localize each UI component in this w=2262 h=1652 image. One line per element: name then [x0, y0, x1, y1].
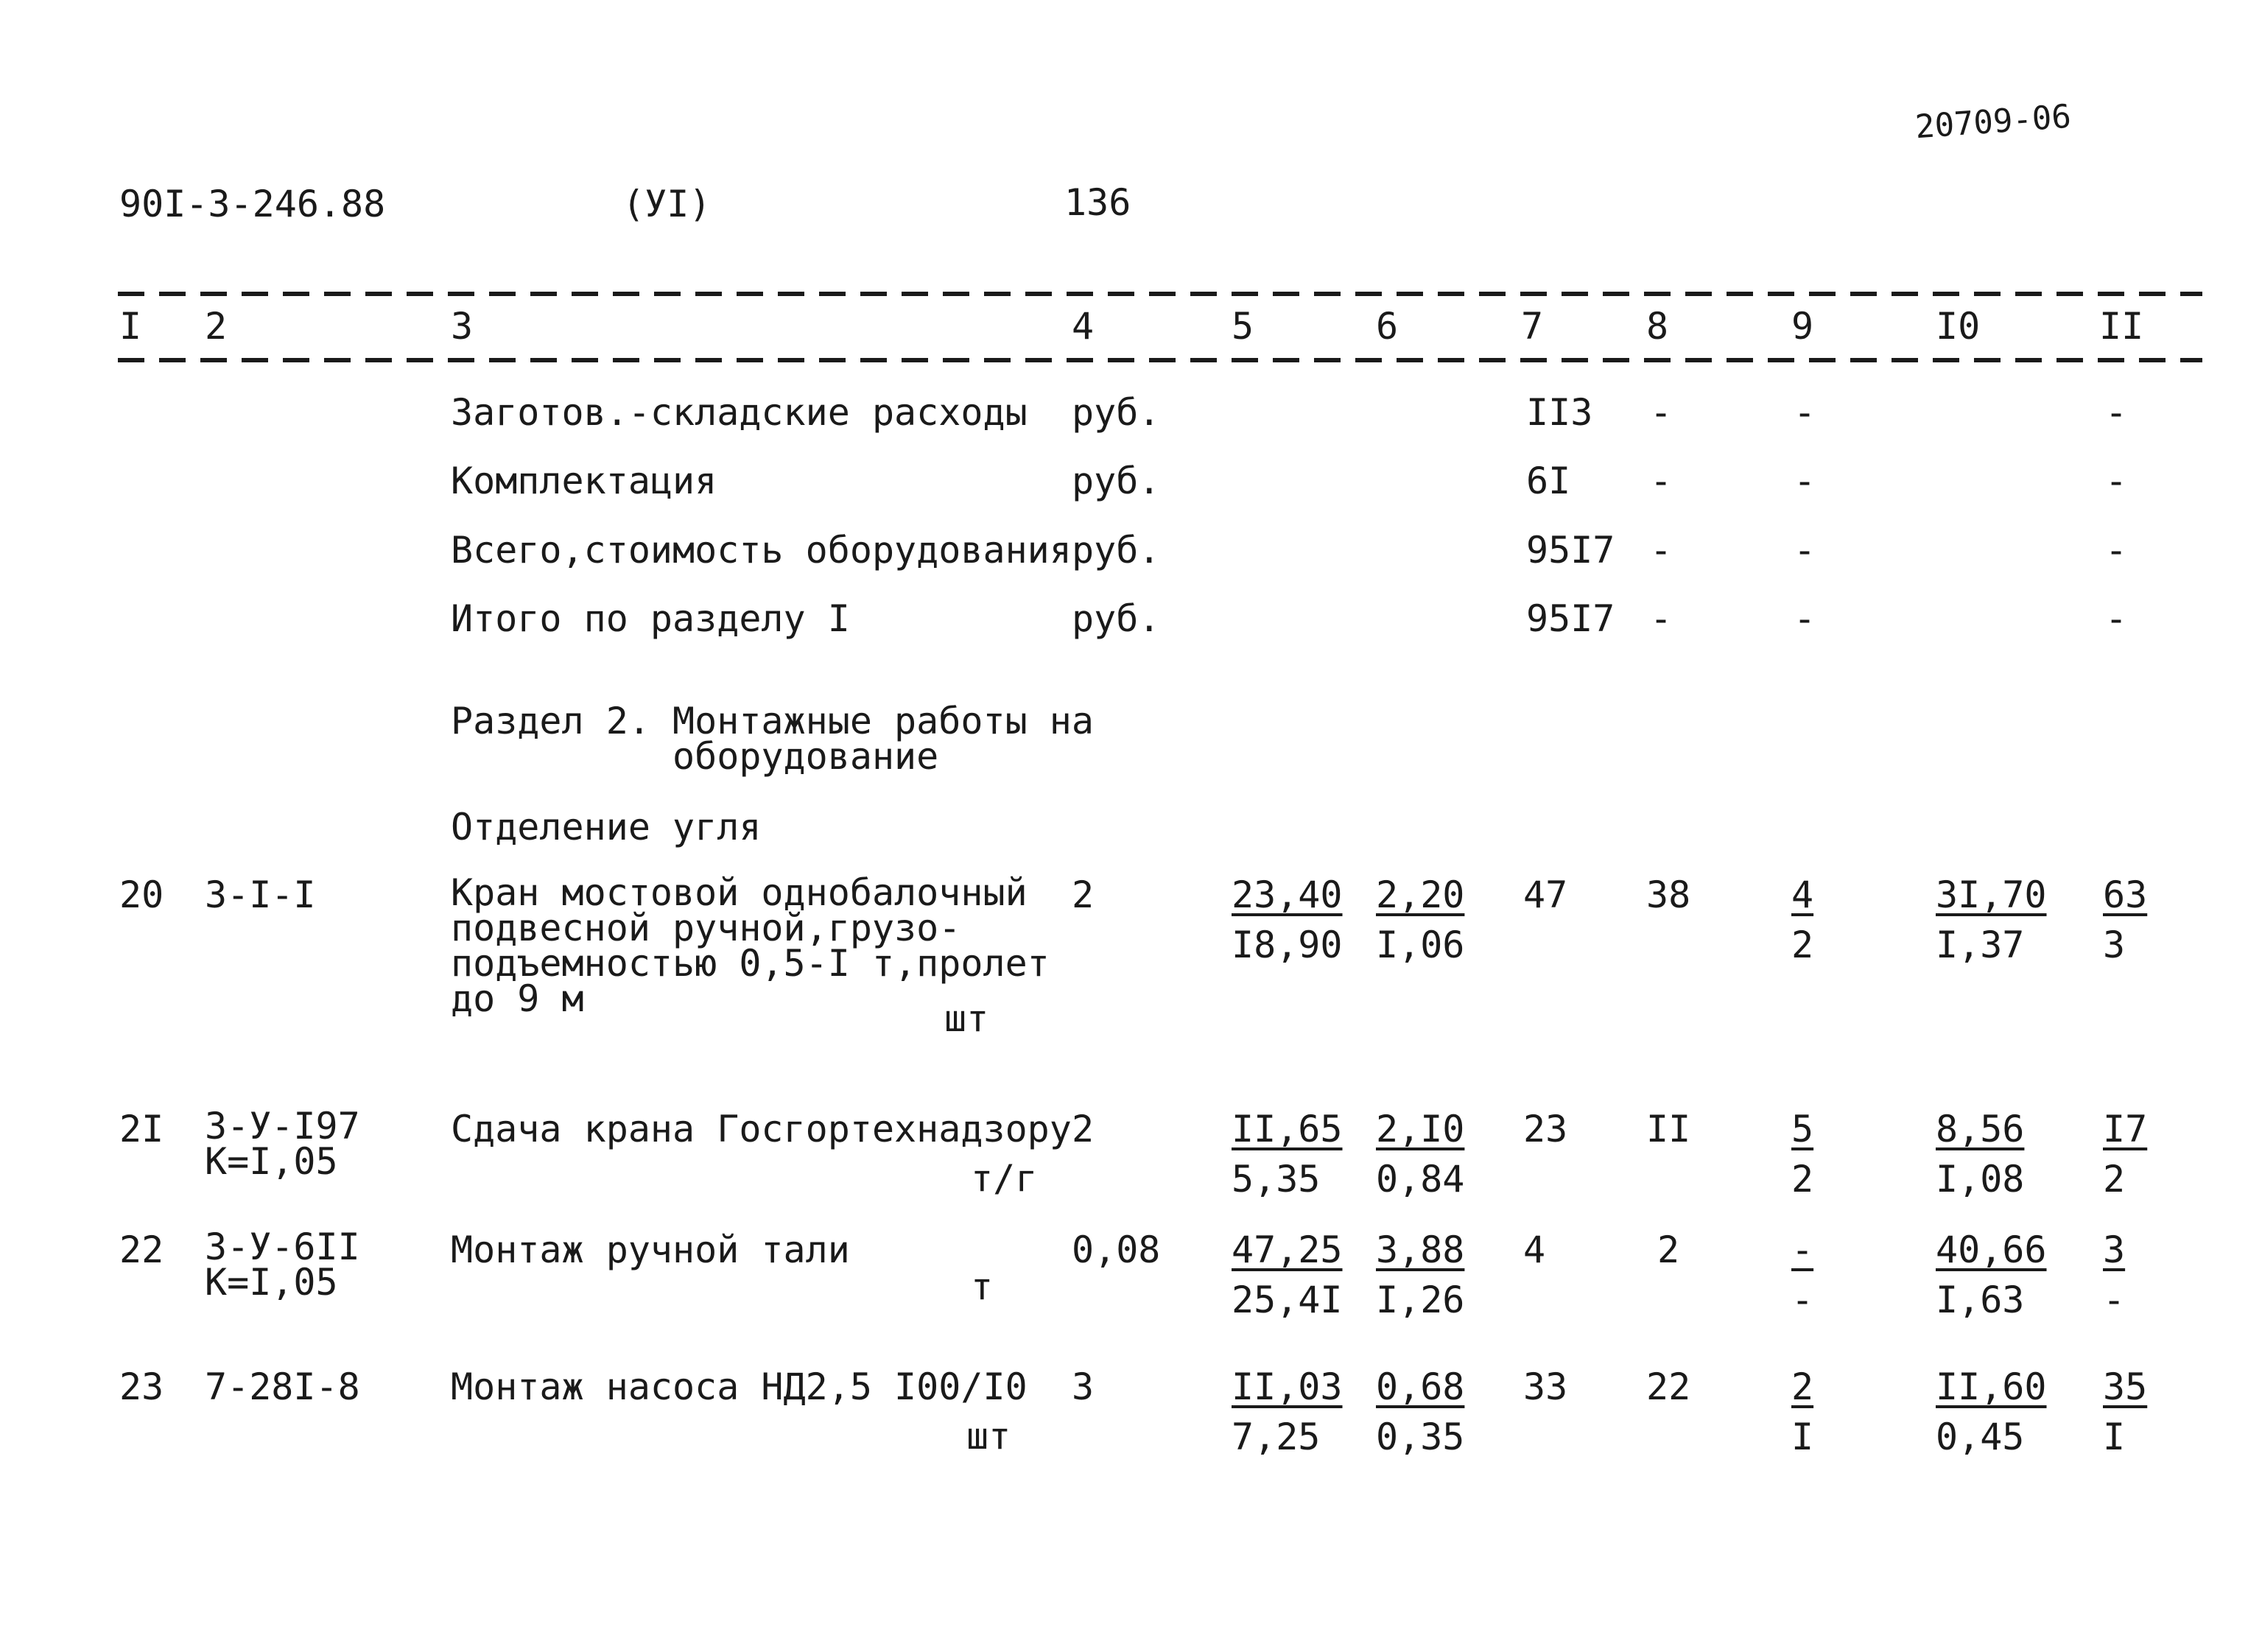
item-unit: т [971, 1265, 994, 1308]
col-header-6: 6 [1376, 305, 1399, 348]
summary-unit: руб. [1072, 391, 1161, 434]
col9-top: 5 [1791, 1108, 1814, 1150]
section-subtitle: Отделение угля [451, 806, 762, 848]
col-header-2: 2 [205, 305, 228, 348]
item-number: 2I [119, 1108, 164, 1150]
col6-bottom: 0,84 [1376, 1158, 1465, 1201]
summary-name: Итого по разделу I [451, 597, 850, 640]
col5-bottom: I8,90 [1232, 924, 1343, 966]
col6-bottom: I,26 [1376, 1279, 1465, 1321]
col11-bottom: I [2103, 1416, 2126, 1458]
summary-col8: - [1650, 391, 1673, 434]
corner-code: 20709-06 [1914, 97, 2073, 147]
col9-bottom: 2 [1791, 924, 1814, 966]
item-quantity: 3 [1072, 1365, 1095, 1408]
summary-col9: - [1794, 391, 1816, 434]
col8-value: 22 [1646, 1365, 1691, 1408]
col10-top: 40,66 [1936, 1229, 2047, 1271]
col8-value: 2 [1657, 1229, 1680, 1271]
col-header-7: 7 [1521, 305, 1544, 348]
col6-bottom: 0,35 [1376, 1416, 1465, 1458]
summary-unit: руб. [1072, 597, 1161, 640]
col6-top: 0,68 [1376, 1365, 1465, 1408]
col10-bottom: I,08 [1936, 1158, 2025, 1201]
col8-value: 38 [1646, 874, 1691, 916]
col5-top: II,03 [1232, 1365, 1343, 1408]
col10-bottom: 0,45 [1936, 1416, 2025, 1458]
col6-bottom: I,06 [1376, 924, 1465, 966]
item-quantity: 2 [1072, 874, 1095, 916]
item-code: 7-28I-8 [205, 1365, 360, 1408]
col9-bottom: - [1791, 1279, 1814, 1321]
col9-top: - [1791, 1229, 1814, 1271]
col9-bottom: 2 [1791, 1158, 1814, 1201]
col11-top: 35 [2103, 1365, 2148, 1408]
col9-bottom: I [1791, 1416, 1814, 1458]
col5-bottom: 5,35 [1232, 1158, 1321, 1201]
summary-col11: - [2105, 529, 2128, 572]
header-rule-bottom [118, 358, 2202, 362]
col5-top: II,65 [1232, 1108, 1343, 1150]
item-quantity: 0,08 [1072, 1229, 1161, 1271]
summary-col8: - [1650, 529, 1673, 572]
doc-code: 90I-3-246.88 [119, 183, 386, 225]
summary-col7: II3 [1526, 391, 1593, 434]
col10-bottom: I,37 [1936, 924, 2025, 966]
summary-col9: - [1794, 460, 1816, 502]
col9-top: 2 [1791, 1365, 1814, 1408]
summary-unit: руб. [1072, 529, 1161, 572]
col5-bottom: 7,25 [1232, 1416, 1321, 1458]
summary-col7: 95I7 [1526, 597, 1615, 640]
col10-top: 8,56 [1936, 1108, 2025, 1150]
header-rule-top [118, 292, 2202, 296]
item-quantity: 2 [1072, 1108, 1095, 1150]
item-number: 22 [119, 1229, 164, 1271]
item-name: Кран мостовой однобалочный подвесной ручной,грузо- подъемностью 0,5-I т,пролет до 9 м [451, 871, 1050, 1020]
page-number: 136 [1064, 181, 1131, 224]
col10-bottom: I,63 [1936, 1279, 2025, 1321]
col9-top: 4 [1791, 874, 1814, 916]
col5-bottom: 25,4I [1232, 1279, 1343, 1321]
col5-top: 47,25 [1232, 1229, 1343, 1271]
col6-top: 3,88 [1376, 1229, 1465, 1271]
item-code: 3-У-6II К=I,05 [205, 1226, 360, 1304]
col-header-5: 5 [1232, 305, 1254, 348]
col-header-11: II [2099, 305, 2144, 348]
col-header-9: 9 [1791, 305, 1814, 348]
summary-col9: - [1794, 529, 1816, 572]
summary-col8: - [1650, 597, 1673, 640]
summary-col8: - [1650, 460, 1673, 502]
col10-top: II,60 [1936, 1365, 2047, 1408]
item-unit: шт [944, 997, 989, 1040]
summary-name: Заготов.-складские расходы [451, 391, 1028, 434]
item-unit: т/г [971, 1157, 1038, 1200]
col11-bottom: 3 [2103, 924, 2126, 966]
item-unit: шт [966, 1415, 1011, 1458]
col11-bottom: - [2103, 1279, 2126, 1321]
summary-col11: - [2105, 597, 2128, 640]
item-code: 3-У-I97 К=I,05 [205, 1105, 360, 1183]
col-header-8: 8 [1646, 305, 1669, 348]
col8-value: II [1646, 1108, 1691, 1150]
volume-label: (УI) [622, 183, 712, 225]
col-header-1: I [119, 305, 142, 348]
col7-value: 33 [1523, 1365, 1568, 1408]
col7-value: 4 [1523, 1229, 1546, 1271]
item-number: 23 [119, 1365, 164, 1408]
item-name: Монтаж ручной тали [451, 1229, 850, 1271]
col7-value: 47 [1523, 874, 1568, 916]
col7-value: 23 [1523, 1108, 1568, 1150]
col11-top: 3 [2103, 1229, 2126, 1271]
item-code: 3-I-I [205, 874, 316, 916]
section-title: Раздел 2. Монтажные работы на оборудование [451, 700, 1094, 778]
col11-bottom: 2 [2103, 1158, 2126, 1201]
summary-unit: руб. [1072, 460, 1161, 502]
col11-top: I7 [2103, 1108, 2148, 1150]
summary-col7: 6I [1526, 460, 1571, 502]
col11-top: 63 [2103, 874, 2148, 916]
col6-top: 2,I0 [1376, 1108, 1465, 1150]
col6-top: 2,20 [1376, 874, 1465, 916]
col5-top: 23,40 [1232, 874, 1343, 916]
summary-col7: 95I7 [1526, 529, 1615, 572]
summary-col11: - [2105, 391, 2128, 434]
summary-col11: - [2105, 460, 2128, 502]
item-name: Монтаж насоса НД2,5 I00/I0 [451, 1365, 1028, 1408]
summary-col9: - [1794, 597, 1816, 640]
col-header-10: I0 [1936, 305, 1981, 348]
col-header-4: 4 [1072, 305, 1095, 348]
col10-top: 3I,70 [1936, 874, 2047, 916]
summary-name: Комплектация [451, 460, 717, 502]
item-number: 20 [119, 874, 164, 916]
item-name: Сдача крана Госгортехнадзору [451, 1108, 1072, 1150]
summary-name: Всего,стоимость оборудования [451, 529, 1072, 572]
col-header-3: 3 [451, 305, 474, 348]
